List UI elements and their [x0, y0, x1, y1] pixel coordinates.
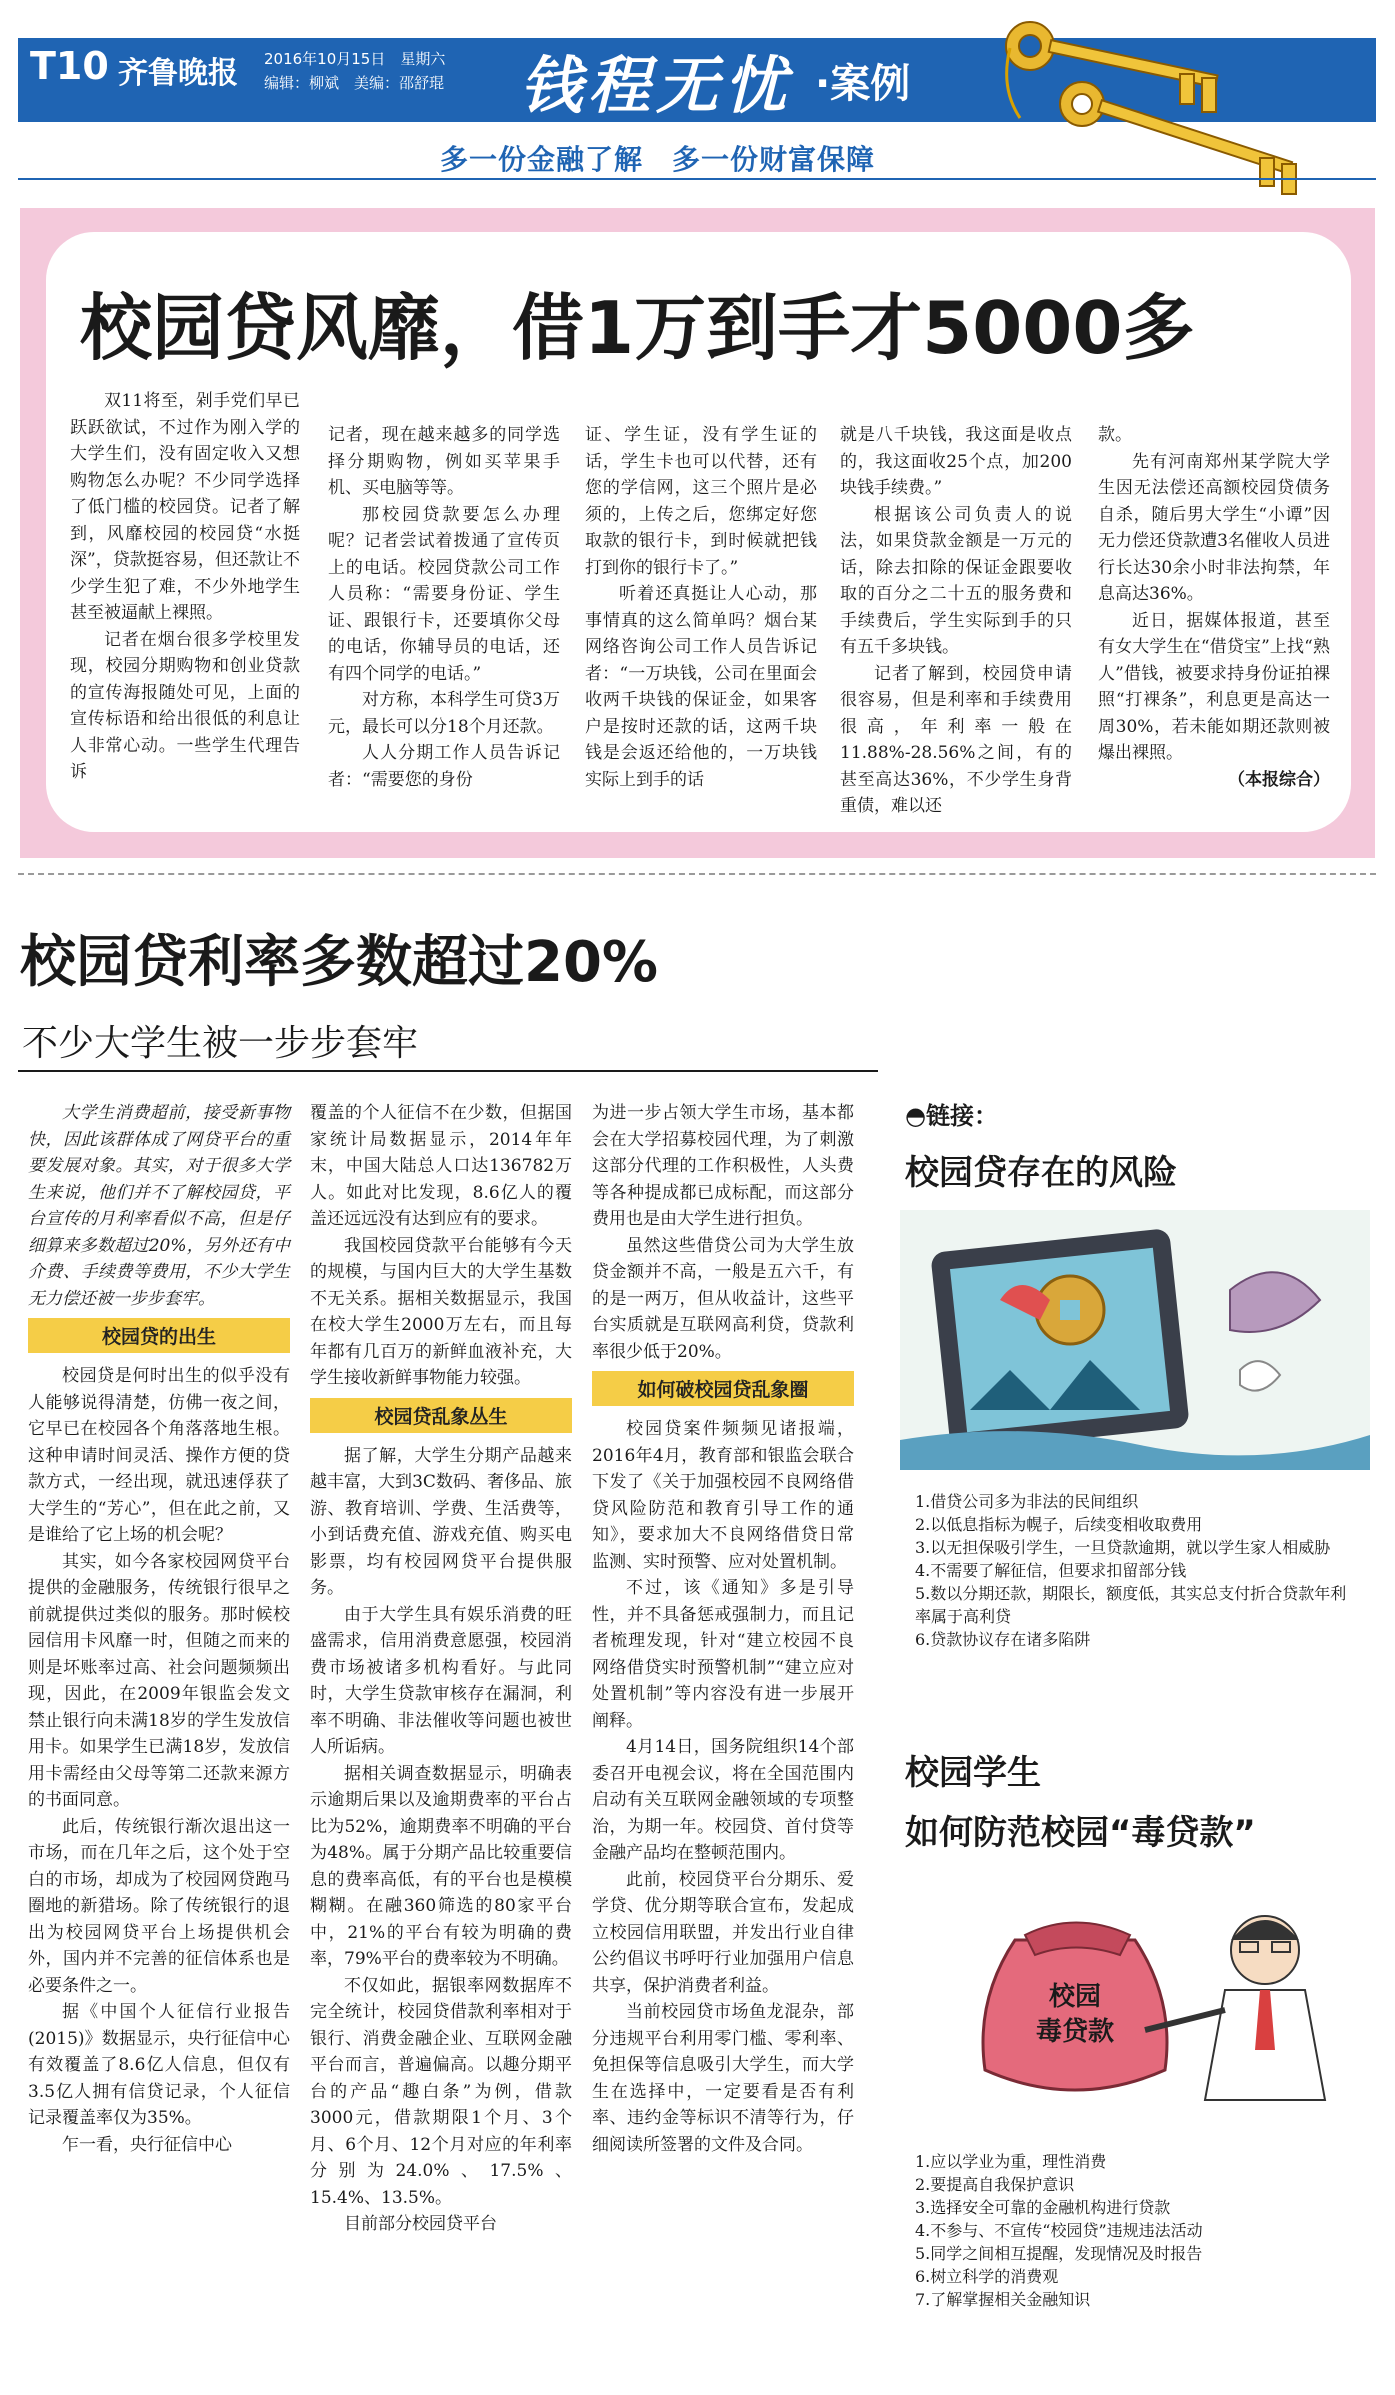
- story1-column-5: [1098, 422, 1330, 793]
- paragraph: 先有河南郑州某学院大学生因无法偿还高额校园贷债务自杀，随后男大学生“小谭”因无力偿还贷款遭3名催收人员进行长达30余小时非法拘禁，年息高达36%。: [1098, 451, 1330, 604]
- paragraph: 双11将至，剁手党们早已跃跃欲试，不过作为刚入学的大学生们，没有固定收入又想购物怎么办呢？不少同学选择了低门槛的校园贷。记者了解到，风靡校园的校园贷“水挺深”，贷款挺容易，但还款让不少学生犯了难，不少外地学生甚至被逼献上裸照。: [70, 391, 300, 623]
- story2-subheadline: 不少大学生被一步步套牢: [22, 1023, 419, 1064]
- paragraph: 目前部分校园贷平台: [344, 2214, 497, 2234]
- paragraph: 由于大学生具有娱乐消费的旺盛需求，信用消费意愿强，校园消费市场被诸多机构看好。与此同时，大学生贷款审核存在漏洞，利率不明确、非法催收等问题也被世人所诟病。: [310, 1604, 572, 1757]
- loan-trap-illustration: [900, 1210, 1370, 1470]
- paragraph: 为进一步占领大学生市场，基本都会在大学招募校园代理，为了刺激这部分代理的工作积极性，人头费等各种提成都已成标配，而这部分费用也是由大学生进行担负。: [592, 1103, 854, 1229]
- section-title: ·案例: [815, 61, 911, 107]
- header-rule: [18, 178, 1376, 180]
- paragraph: 证、学生证，没有学生证的话，学生卡也可以代替，还有您的学信网，这三个照片是必须的，上传之后，您绑定好您取款的银行卡，到时候就把钱打到你的银行卡了。”: [585, 425, 817, 578]
- story1-column-4: [840, 422, 1072, 820]
- list-item: 2.要提高自我保护意识: [915, 2175, 1075, 2194]
- list-item: 2.以低息指标为幌子，后续变相收取费用: [915, 1515, 1203, 1534]
- paragraph: 听着还真挺让人心动，那事情真的这么简单吗？烟台某网络咨询公司工作人员告诉记者：“一万块钱，公司在里面会收两千块钱的保证金，如果客户是按时还款的话，这两千块钱是会返还给他的，一万块钱实际上到手的话: [585, 584, 817, 790]
- subhead-origin: 校园贷的出生: [28, 1318, 290, 1353]
- list-item: 3.以无担保吸引学生，一旦贷款逾期，就以学生家人相威胁: [915, 1538, 1331, 1557]
- poison-loan-cartoon: [905, 1880, 1375, 2125]
- issue-date: 2016年10月15日 星期六: [264, 50, 446, 68]
- paragraph: 虽然这些借贷公司为大学生放贷金额并不高，一般是五六千，有的是一两万，但从收益计，这些平台实质就是互联网高利贷，贷款利率很少低于20%。: [592, 1235, 854, 1362]
- paragraph: 那校园贷款要怎么办理呢？记者尝试着拨通了宣传页上的电话。校园贷款公司工作人员称：“需要身份证、学生证、跟银行卡，还要填你父母的电话，你辅导员的电话，还有四个同学的电话。”: [328, 504, 560, 684]
- column-title: 钱程无忧: [520, 49, 793, 122]
- guard-title-line2: 如何防范校园“毒贷款”: [905, 1813, 1256, 1853]
- story2-column-1: [28, 1100, 290, 2158]
- paragraph: 记者在烟台很多学校里发现，校园分期购物和创业贷款的宣传海报随处可见，上面的宣传标语和给出很低的利息让人非常心动。一些学生代理告诉: [70, 629, 300, 782]
- story1-column-2: [328, 422, 560, 793]
- dashed-separator: [18, 873, 1376, 875]
- link-label: ◓链接：: [905, 1102, 998, 1130]
- list-item: 1.借贷公司多为非法的民间组织: [915, 1492, 1139, 1511]
- story1-column-3: [585, 422, 817, 793]
- newspaper-name: 齐鲁晚报: [118, 56, 238, 91]
- paragraph: 记者了解到，校园贷申请很容易，但是利率和手续费用很高，年利率一般在11.88%-28.56%之间，有的甚至高达36%，不少学生身背重债，难以还: [840, 663, 1072, 816]
- column-slogan: 多一份金融了解 多一份财富保障: [440, 143, 876, 176]
- golden-keys-illustration: [990, 8, 1330, 198]
- paragraph: 款。: [1098, 425, 1132, 445]
- paragraph: 对方称，本科学生可贷3万元，最长可以分18个月还款。: [328, 690, 560, 737]
- paragraph: 不仅如此，据银率网数据库不完全统计，校园贷借款利率相对于银行、消费金融企业、互联网金融平台而言，普遍偏高。以趣分期平台的产品“趣白条”为例，借款3000元，借款期限1个月、3个月、6个月、12个月对应的年利率分别为24.0%、17.5%、15.4%、13.5%。: [310, 1975, 572, 2208]
- story1-headline: 校园贷风靡，借1万到手才5000多: [80, 286, 1195, 370]
- paragraph: 4月14日，国务院组织14个部委召开电视会议，将在全国范围内启动有关互联网金融领域的专项整治，为期一年。校园贷、首付贷等金融产品均在整顿范围内。: [592, 1737, 854, 1863]
- subhead-chaos: 校园贷乱象丛生: [310, 1398, 572, 1433]
- story2-headline: 校园贷利率多数超过20%: [20, 930, 659, 995]
- paragraph: 此前，校园贷平台分期乐、爱学贷、优分期等联合宣布，发起成立校园信用联盟，并发出行业自律公约倡议书呼吁行业加强用户信息共享，保护消费者利益。: [592, 1869, 854, 1996]
- list-item: 3.选择安全可靠的金融机构进行贷款: [915, 2198, 1171, 2217]
- paragraph: 乍一看，央行征信中心: [62, 2134, 232, 2155]
- risk-list: [915, 1490, 1355, 1651]
- bag-label-line2: 毒贷款: [1035, 2017, 1115, 2047]
- paragraph: 据《中国个人征信行业报告(2015)》数据显示，央行征信中心有效覆盖了8.6亿人信息，但仅有3.5亿人拥有信贷记录，个人征信记录覆盖率仅为35%。: [28, 2002, 290, 2128]
- editor-credits: 编辑：柳斌 美编：邵舒琨: [264, 74, 445, 92]
- paragraph: 据相关调查数据显示，明确表示逾期后果以及逾期费率的平台占比为52%，逾期费率不明确的平台为48%。属于分期产品比较重要信息的费率高低，有的平台也是模模糊糊。在融360筛选的80家平台中，21%的平台有较为明确的费率，79%平台的费率较为不明确。: [310, 1763, 572, 1969]
- list-item: 5.同学之间相互提醒，发现情况及时报告: [915, 2244, 1203, 2263]
- bag-label-line1: 校园: [1048, 1982, 1102, 2012]
- story2-rule: [18, 1070, 878, 1072]
- list-item: 4.不需要了解征信，但要求扣留部分钱: [915, 1561, 1187, 1580]
- paragraph: 校园贷案件频频见诸报端，2016年4月，教育部和银监会联合下发了《关于加强校园不良网络借贷风险防范和教育引导工作的通知》，要求加大不良网络借贷日常监测、实时预警、应对处置机制。: [592, 1419, 854, 1572]
- paragraph: 近日，据媒体报道，甚至有女大学生在“借贷宝”上找“熟人”借钱，被要求持身份证拍裸照“打裸条”，利息更是高达一周30%，若未能如期还款则被爆出裸照。: [1098, 610, 1330, 763]
- paragraph: 据了解，大学生分期产品越来越丰富，大到3C数码、奢侈品、旅游、教育培训、学费、生活费等，小到话费充值、游戏充值、购买电影票，均有校园网贷平台提供服务。: [310, 1445, 572, 1598]
- story2-column-2: [310, 1100, 572, 2238]
- paragraph: 记者，现在越来越多的同学选择分期购物，例如买苹果手机、买电脑等等。: [328, 425, 560, 498]
- page-number: T10: [30, 44, 109, 88]
- risk-title: 校园贷存在的风险: [905, 1153, 1177, 1193]
- story1-column-1: [70, 388, 300, 786]
- paragraph: 根据该公司负责人的说法，如果贷款金额是一万元的话，除去扣除的保证金跟要收取的百分之二十五的服务费和手续费后，学生实际到手的只有五千多块钱。: [840, 504, 1072, 657]
- paragraph: 其实，如今各家校园网贷平台提供的金融服务，传统银行很早之前就提供过类似的服务。那时候校园信用卡风靡一时，但随之而来的则是坏账率过高、社会问题频频出现，因此，在2009年银监会发文禁止银行向未满18岁的学生发放信用卡。如果学生已满18岁，发放信用卡需经由父母等第二还款来源方的书面同意。: [28, 1551, 290, 1810]
- list-item: 6.树立科学的消费观: [915, 2267, 1059, 2286]
- list-item: 5.数以分期还款，期限长，额度低，其实总支付折合贷款年利率属于高利贷: [915, 1584, 1347, 1626]
- paragraph: 当前校园贷市场鱼龙混杂，部分违规平台利用零门槛、零利率、免担保等信息吸引大学生，而大学生在选择中，一定要看是否有利率、违约金等标识不清等行为，仔细阅读所签署的文件及合同。: [592, 2002, 854, 2155]
- story2-column-3: [592, 1100, 854, 2158]
- list-item: 7.了解掌握相关金融知识: [915, 2290, 1091, 2309]
- paragraph: 就是八千块钱，我这面是收点的，我这面收25个点，加200块钱手续费。”: [840, 425, 1072, 498]
- paragraph: 不过，该《通知》多是引导性，并不具备惩戒强制力，而且记者梳理发现，针对“建立校园不良网络借贷实时预警机制”“建立应对处置机制”等内容没有进一步展开阐释。: [592, 1578, 854, 1731]
- list-item: 1.应以学业为重，理性消费: [915, 2152, 1107, 2171]
- paragraph: 人人分期工作人员告诉记者：“需要您的身份: [328, 743, 560, 790]
- paragraph: 覆盖的个人征信不在少数，但据国家统计局数据显示，2014年年末，中国大陆总人口达136782万人。如此对比发现，8.6亿人的覆盖还远远没有达到应有的要求。: [310, 1103, 572, 1229]
- guard-title-line1: 校园学生: [905, 1753, 1041, 1793]
- paragraph: 校园贷是何时出生的似乎没有人能够说得清楚，仿佛一夜之间，它早已在校园各个角落落地生根。这种申请时间灵活、操作方便的贷款方式，一经出现，就迅速俘获了大学生的“芳心”，但在此之前，又是谁给了它上场的机会呢？: [28, 1366, 290, 1545]
- subhead-solution: 如何破校园贷乱象圈: [592, 1371, 854, 1406]
- tips-list: [915, 2150, 1355, 2311]
- paragraph: 此后，传统银行渐次退出这一市场，而在几年之后，这个处于空白的市场，却成为了校园网贷跑马圈地的新猎场。除了传统银行的退出为校园网贷平台上场提供机会外，国内并不完善的征信体系也是必要条件之一。: [28, 1816, 290, 1996]
- paragraph: 我国校园贷款平台能够有今天的规模，与国内巨大的大学生基数不无关系。据相关数据显示，我国在校大学生2000万左右，而且每年都有几百万的新鲜血液补充，大学生接收新鲜事物能力较强。: [310, 1235, 572, 1388]
- story2-intro: 大学生消费超前，接受新事物快，因此该群体成了网贷平台的重要发展对象。其实，对于很多大学生来说，他们并不了解校园贷，平台宣传的月利率看似不高，但是仔细算来多数超过20%，另外还有中介费、手续费等费用，不少大学生无力偿还被一步步套牢。: [28, 1103, 290, 1309]
- list-item: 4.不参与、不宣传“校园贷”违规违法活动: [915, 2221, 1203, 2240]
- byline: （本报综合）: [1228, 769, 1330, 790]
- list-item: 6.贷款协议存在诸多陷阱: [915, 1630, 1091, 1649]
